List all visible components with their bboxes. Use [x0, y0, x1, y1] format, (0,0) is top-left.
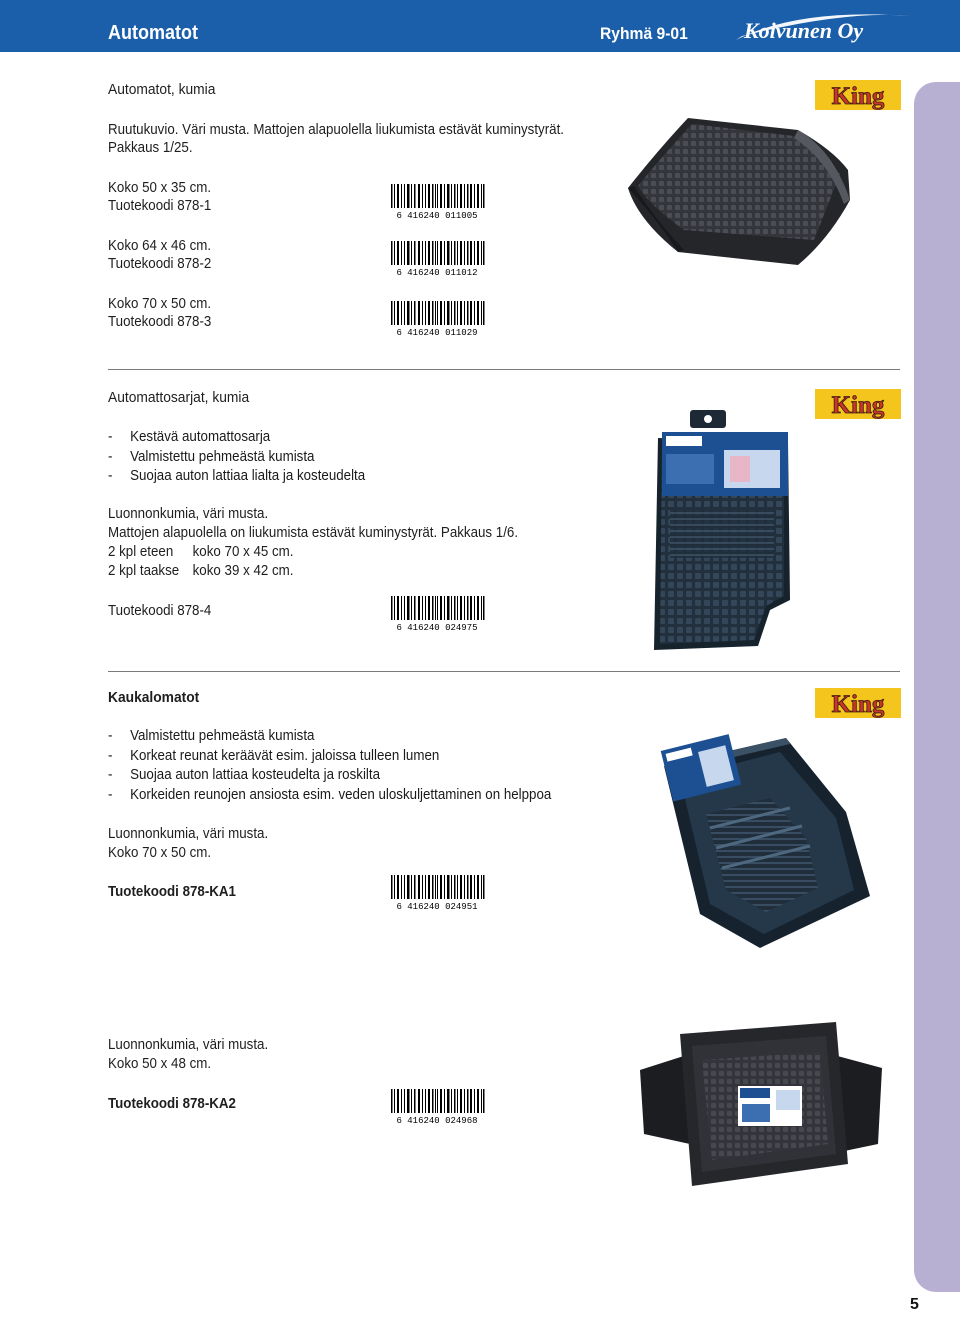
product-material: Luonnonkumia, väri musta. [108, 1037, 269, 1053]
product-size: Koko 70 x 50 cm. [108, 296, 212, 312]
product-size: Koko 50 x 48 cm. [108, 1056, 212, 1072]
set-line [108, 543, 293, 561]
bullet-text: Suojaa auton lattiaa lialta ja kosteudelta [130, 468, 366, 484]
list-item: - Korkeat reunat keräävät esim. jaloissa tulleen lumen [108, 747, 551, 767]
product-size: Koko 50 x 35 cm. [108, 180, 212, 196]
set-line [108, 562, 293, 580]
bullet-text: Kestävä automattosarja [130, 429, 271, 445]
barcode [387, 241, 487, 277]
barcode-number: 6 416240 011029 [396, 328, 478, 337]
list-item: - Korkeiden reunojen ansiosta esim. veden uloskuljettaminen on helppoa [108, 786, 551, 806]
company-logo [728, 6, 918, 48]
description-line: Ruutukuvio. Väri musta. Mattojen alapuolella liukumista estävät kuminystyrät. [108, 122, 565, 138]
bullet-text: Korkeiden reunojen ansiosta esim. veden uloskuljettaminen on helppoa [130, 786, 552, 803]
set-label: 2 kpl eteen [108, 544, 174, 560]
king-logo-text: King [831, 83, 885, 110]
product-material: Luonnonkumia, väri musta. [108, 826, 269, 842]
feature-list [108, 428, 365, 487]
product-size: Koko 70 x 50 cm. [108, 845, 212, 861]
page-number: 5 [910, 1296, 919, 1313]
barcode-number: 6 416240 011005 [396, 211, 478, 220]
product-image-tray-mat [640, 718, 890, 958]
set-size: koko 39 x 42 cm. [192, 563, 294, 579]
barcode-number: 6 416240 024968 [396, 1116, 478, 1125]
header-bar [0, 0, 960, 52]
company-logo-text: Koivunen Oy [744, 18, 864, 43]
barcode [387, 875, 487, 911]
list-item: - Suojaa auton lattiaa lialta ja kosteudelta [108, 467, 365, 487]
description-line: Pakkaus 1/25. [108, 140, 193, 156]
king-logo-text: King [831, 691, 885, 718]
product-image-mat-set [640, 410, 800, 660]
bullet-text: Suojaa auton lattiaa kosteudelta ja roskilta [130, 767, 381, 783]
description-line: Mattojen alapuolella on liukumista estävät kuminystyrät. Pakkaus 1/6. [108, 525, 519, 541]
barcode [387, 596, 487, 632]
side-tab [914, 82, 960, 1292]
product-image-small-tray-mat [630, 1014, 890, 1194]
section-title: Automattosarjat, kumia [108, 389, 250, 406]
set-size: koko 70 x 45 cm. [192, 544, 294, 560]
feature-list [108, 727, 551, 805]
barcode-number: 6 416240 011012 [396, 268, 478, 277]
set-label: 2 kpl taakse [108, 563, 180, 579]
product-image-rubber-mat [618, 100, 858, 275]
product-code: Tuotekoodi 878-2 [108, 256, 212, 272]
product-code: Tuotekoodi 878-3 [108, 314, 212, 330]
section-title: Automatot, kumia [108, 81, 216, 98]
bullet-text: Valmistettu pehmeästä kumista [130, 728, 315, 744]
list-item: - Valmistettu pehmeästä kumista [108, 727, 551, 747]
king-brand-logo [815, 389, 901, 419]
product-code: Tuotekoodi 878-KA1 [108, 884, 236, 900]
barcode [387, 301, 487, 337]
section-divider [108, 671, 900, 672]
product-code: Tuotekoodi 878-1 [108, 198, 212, 214]
group-label: Ryhmä 9-01 [600, 24, 688, 43]
bullet-text: Korkeat reunat keräävät esim. jaloissa tulleen lumen [130, 747, 440, 764]
list-item: - Valmistettu pehmeästä kumista [108, 448, 365, 468]
list-item: - Kestävä automattosarja [108, 428, 365, 448]
king-logo-text: King [831, 392, 885, 419]
product-code: Tuotekoodi 878-KA2 [108, 1096, 236, 1112]
barcode [387, 184, 487, 220]
product-size: Koko 64 x 46 cm. [108, 238, 212, 254]
barcode-number: 6 416240 024951 [396, 902, 478, 911]
bullet-text: Valmistettu pehmeästä kumista [130, 448, 315, 465]
king-brand-logo [815, 688, 901, 718]
page-title: Automatot [108, 22, 198, 44]
section-divider [108, 369, 900, 370]
description-line: Luonnonkumia, väri musta. [108, 506, 269, 522]
list-item: - Suojaa auton lattiaa kosteudelta ja roskilta [108, 766, 551, 786]
product-code: Tuotekoodi 878-4 [108, 603, 212, 619]
barcode-number: 6 416240 024975 [396, 623, 478, 632]
barcode [387, 1089, 487, 1125]
section-title: Kaukalomatot [108, 689, 200, 706]
